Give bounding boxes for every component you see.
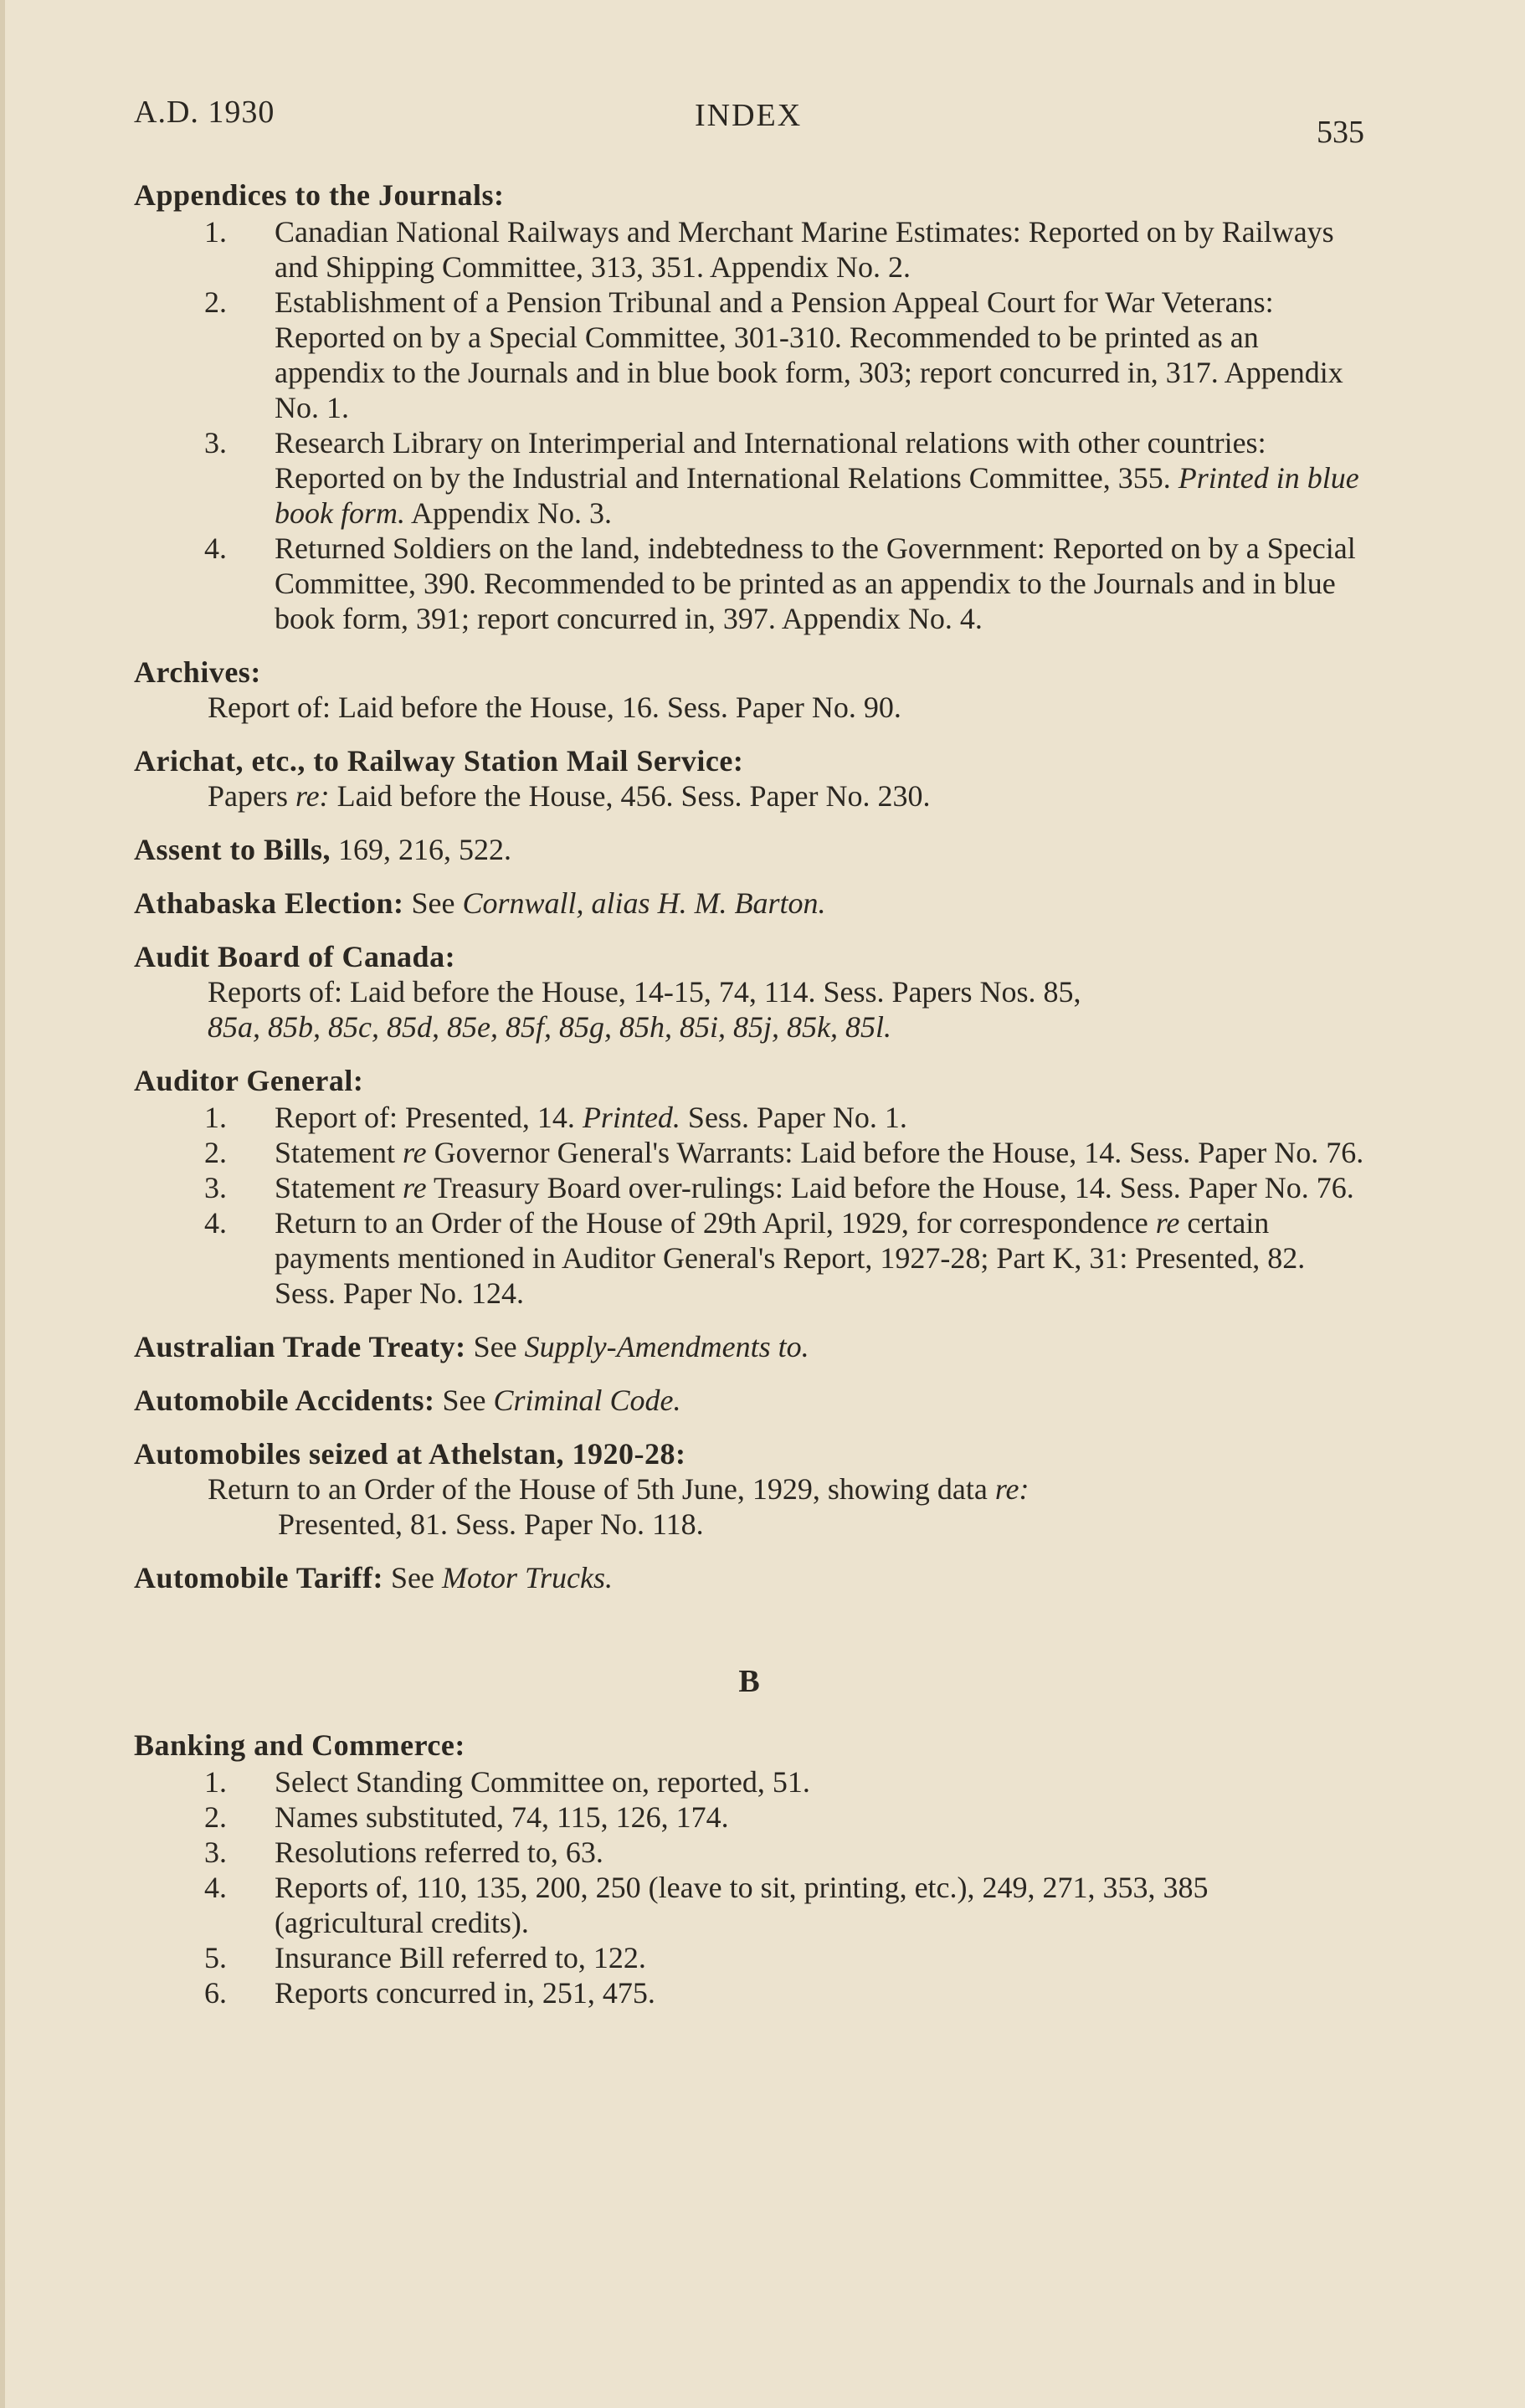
entry-inline-text: See: [383, 1561, 442, 1594]
item-text: Governor General's Warrants: Laid before the House, 14. Sess. Paper No. 76.: [426, 1136, 1364, 1169]
entry-inline-text: See: [403, 886, 463, 920]
list-item: [134, 1170, 1364, 1205]
item-text: Statement: [275, 1171, 403, 1204]
entry-heading: Automobile Tariff:: [134, 1561, 384, 1594]
line-text-italic: 85a, 85b, 85c, 85d, 85e, 85f, 85g, 85h, 85i, 85j, 85k, 85l.: [208, 1010, 891, 1044]
entry-inline-text: See: [465, 1330, 525, 1363]
list-item: [134, 1100, 1364, 1135]
item-number: 1.: [204, 215, 227, 249]
page-edge: [0, 0, 5, 2408]
entry-line: [134, 1471, 1364, 1507]
entry-heading: Arichat, etc., to Railway Station Mail Service:: [134, 744, 744, 778]
item-text: Insurance Bill referred to, 122.: [275, 1941, 646, 1974]
line-text-italic: re:: [994, 1472, 1030, 1506]
index-entry-audit-board: [134, 939, 1364, 1045]
item-text: Statement: [275, 1136, 403, 1169]
item-text: Establishment of a Pension Tribunal and a Pension Appeal Court for War Veterans: Reported on by a Special Committee, 301-310. Recommended to be printed as an appendix to the Journals and in blue book form, 303; report concurred in, 317. Appendix No. 1.: [275, 285, 1343, 424]
list-item: [134, 214, 1364, 285]
entry-inline-text: 169, 216, 522.: [331, 833, 512, 866]
list-item: [134, 1975, 1364, 2010]
item-text: Names substituted, 74, 115, 126, 174.: [275, 1800, 729, 1834]
index-entry-arichat: [134, 743, 1364, 814]
entry-heading: Banking and Commerce:: [134, 1728, 465, 1762]
item-text: Return to an Order of the House of 29th April, 1929, for correspondence: [275, 1206, 1156, 1240]
list-item: [134, 1135, 1364, 1170]
line-text: Papers: [208, 779, 295, 813]
index-content: [134, 177, 1364, 2029]
item-text: Report of: Presented, 14.: [275, 1101, 583, 1134]
entry-line: [134, 778, 1364, 814]
line-text-italic: re:: [295, 779, 330, 813]
cross-reference: Cornwall, alias H. M. Barton.: [462, 886, 826, 920]
list-item: [134, 1835, 1364, 1870]
index-entry-automobile-tariff: [134, 1560, 1364, 1595]
index-entry-automobiles-seized: [134, 1436, 1364, 1542]
item-text: Research Library on Interimperial and International relations with other countries: Reported on by the Industrial and International Relations Committee, 355.: [275, 426, 1266, 495]
item-text: certain payments mentioned in Auditor General's Report, 1927-28; Part K, 31: Presented, 82. Sess. Paper No. 124.: [275, 1206, 1306, 1310]
entry-heading: Appendices to the Journals:: [134, 178, 505, 212]
list-item: [134, 285, 1364, 425]
item-number: 2.: [204, 1800, 227, 1834]
list-item: [134, 1764, 1364, 1800]
list-item: [134, 1940, 1364, 1975]
index-entry-appendices: [134, 177, 1364, 636]
item-text: Treasury Board over-rulings: Laid before the House, 14. Sess. Paper No. 76.: [426, 1171, 1354, 1204]
item-number: 1.: [204, 1765, 227, 1799]
entry-inline-text: See: [434, 1384, 494, 1417]
item-number: 3.: [204, 1171, 227, 1204]
item-text: Reports concurred in, 251, 475.: [275, 1976, 655, 2010]
section-letter: B: [738, 1664, 760, 1699]
index-entry-automobile-accidents: [134, 1383, 1364, 1418]
item-number: 4.: [204, 531, 227, 565]
page-header: [134, 90, 1364, 149]
line-text: Laid before the House, 456. Sess. Paper No. 230.: [329, 779, 931, 813]
index-entry-archives: [134, 655, 1364, 725]
item-text-italic: re: [402, 1136, 427, 1169]
item-text: Reports of, 110, 135, 200, 250 (leave to sit, printing, etc.), 249, 271, 353, 385 (agricultural credits).: [275, 1871, 1209, 1939]
entry-heading: Audit Board of Canada:: [134, 940, 456, 973]
index-entry-auditor-general: [134, 1063, 1364, 1311]
entry-heading: Archives:: [134, 655, 261, 689]
item-text: Resolutions referred to, 63.: [275, 1836, 603, 1869]
list-item: [134, 1870, 1364, 1940]
entry-line: Reports of: Laid before the House, 14-15, 74, 114. Sess. Papers Nos. 85,: [208, 975, 1081, 1009]
item-text: Canadian National Railways and Merchant Marine Estimates: Reported on by Railways and Shipping Committee, 313, 351. Appendix No. 2.: [275, 215, 1334, 284]
page-number: 535: [1317, 115, 1364, 150]
item-text-italic: re: [1155, 1206, 1180, 1240]
cross-reference: Criminal Code.: [493, 1384, 681, 1417]
list-item: [134, 1800, 1364, 1835]
item-number: 3.: [204, 1836, 227, 1869]
item-number: 4.: [204, 1871, 227, 1904]
entry-heading: Athabaska Election:: [134, 886, 404, 920]
entry-heading: Automobile Accidents:: [134, 1384, 435, 1417]
item-text-italic: Printed.: [582, 1101, 680, 1134]
line-text: Return to an Order of the House of 5th June, 1929, showing data: [208, 1472, 995, 1506]
entry-item-list: [134, 1764, 1364, 2010]
entry-heading: Auditor General:: [134, 1064, 364, 1097]
index-entry-australian-trade: [134, 1329, 1364, 1364]
entry-item-list: [134, 1100, 1364, 1311]
entry-line: Report of: Laid before the House, 16. Sess. Paper No. 90.: [208, 691, 901, 724]
entry-item-list: [134, 214, 1364, 636]
index-entry-athabaska: [134, 886, 1364, 921]
item-number: 6.: [204, 1976, 227, 2010]
item-number: 3.: [204, 426, 227, 460]
cross-reference: Motor Trucks.: [442, 1561, 614, 1594]
item-text: Appendix No. 3.: [405, 496, 612, 530]
item-text: Select Standing Committee on, reported, 51.: [275, 1765, 810, 1799]
entry-line-italic: [134, 1009, 1364, 1045]
index-entry-banking: [134, 1728, 1364, 2010]
entry-heading: Automobiles seized at Athelstan, 1920-28:: [134, 1437, 686, 1471]
entry-heading: Assent to Bills,: [134, 833, 331, 866]
entry-line: Presented, 81. Sess. Paper No. 118.: [278, 1507, 704, 1541]
item-number: 2.: [204, 1136, 227, 1169]
index-entry-assent: [134, 832, 1364, 867]
cross-reference: Supply-Amendments to.: [524, 1330, 809, 1363]
list-item: [134, 1205, 1364, 1311]
list-item: [134, 425, 1364, 531]
item-number: 4.: [204, 1206, 227, 1240]
item-number: 5.: [204, 1941, 227, 1974]
item-number: 2.: [204, 285, 227, 319]
item-text: Sess. Paper No. 1.: [680, 1101, 907, 1134]
item-number: 1.: [204, 1101, 227, 1134]
item-text: Returned Soldiers on the land, indebtedness to the Government: Reported on by a Special Committee, 390. Recommended to be printed as an appendix to the Journals and in blue book form, 391; report concurred in, 397. Appendix No. 4.: [275, 531, 1356, 635]
entry-heading: Australian Trade Treaty:: [134, 1330, 466, 1363]
item-text-italic: Printed in blue book form.: [275, 461, 1359, 530]
item-text-italic: re: [402, 1171, 427, 1204]
list-item: [134, 531, 1364, 636]
header-title: INDEX: [695, 98, 803, 133]
header-year: A.D. 1930: [134, 95, 275, 130]
